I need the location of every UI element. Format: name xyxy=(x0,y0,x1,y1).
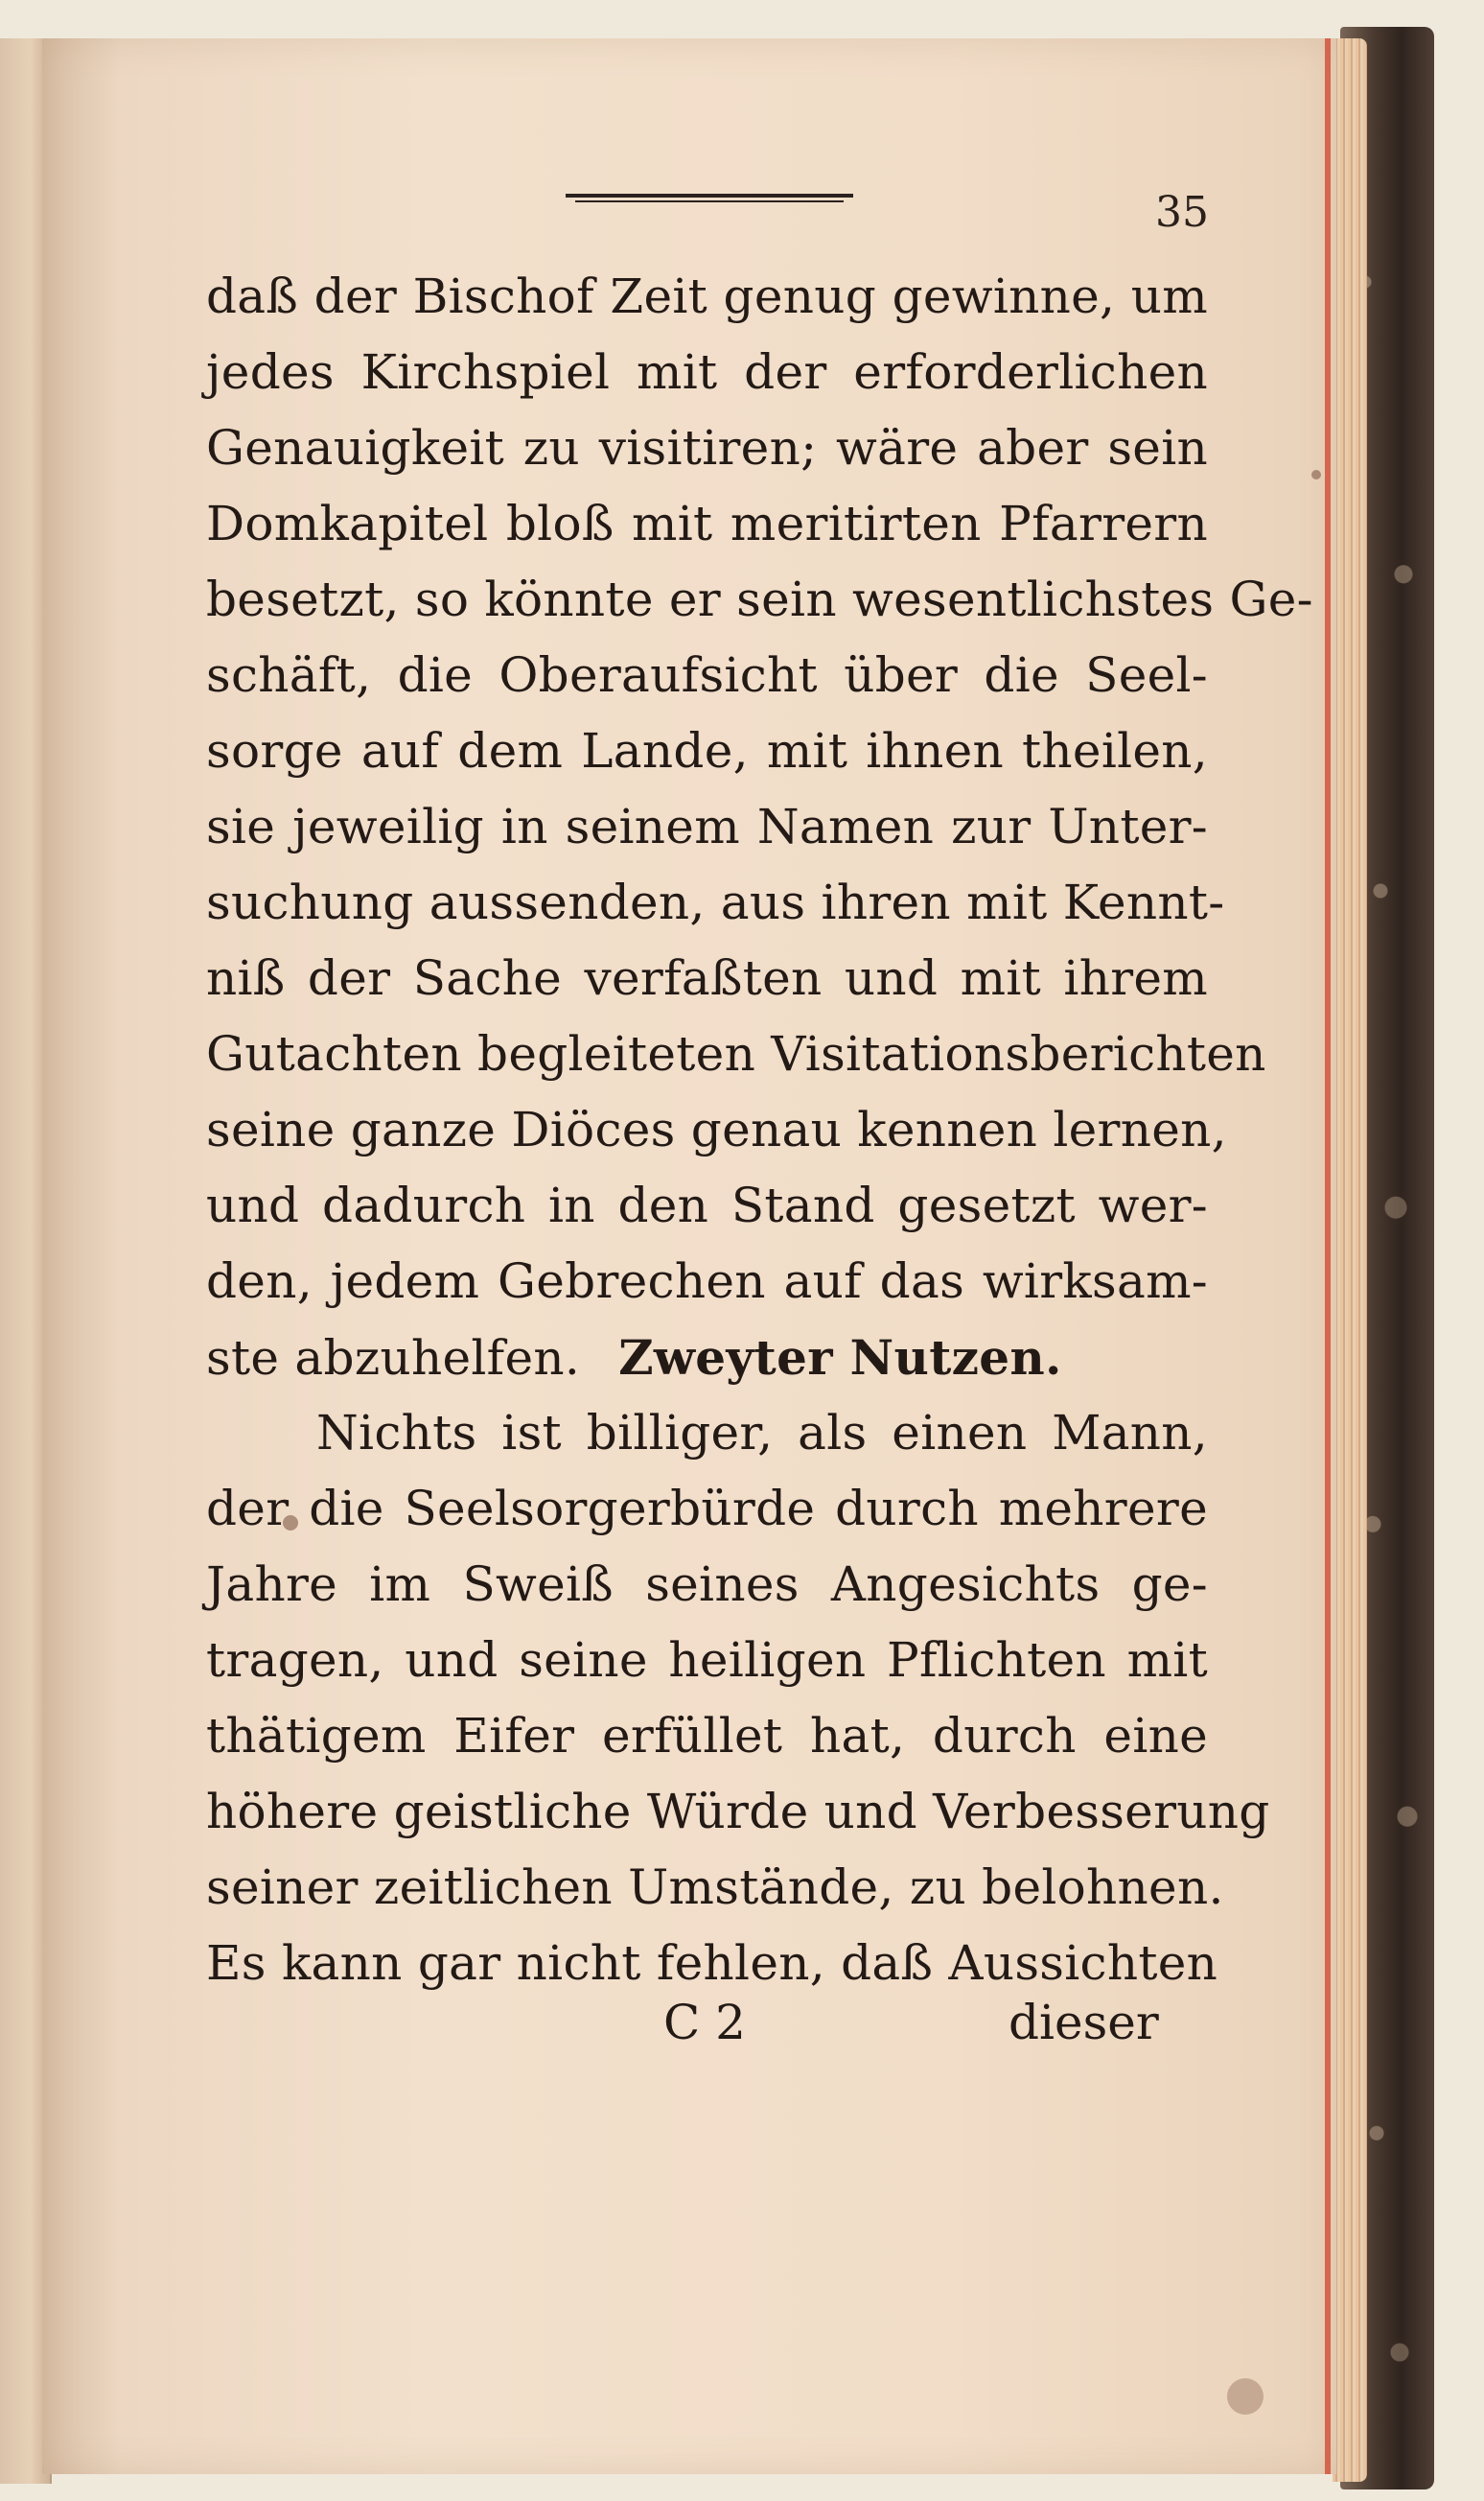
signature-mark: C 2 xyxy=(663,1995,746,2050)
text-line: seine ganze Diöces genau kennen lernen, xyxy=(206,1102,1227,1157)
header-rule xyxy=(566,194,853,203)
red-page-edge xyxy=(1325,38,1331,2474)
section-heading: Zweyter Nutzen. xyxy=(618,1329,1062,1386)
text-line: niß der Sache verfaßten und mit ihrem xyxy=(206,950,1208,1006)
text-line: tragen, und seine heiligen Pflichten mit xyxy=(206,1632,1208,1688)
catchword: dieser xyxy=(1009,1995,1159,2050)
text-line: sorge auf dem Lande, mit ihnen theilen, xyxy=(206,723,1208,779)
page-edges xyxy=(1333,38,1367,2482)
text-line: Genauigkeit zu visitiren; wäre aber sein xyxy=(206,420,1208,476)
text-line: Gutachten begleiteten Visitationsberichten xyxy=(206,1026,1266,1082)
paragraph-first-line: Nichts ist billiger, als einen Mann, xyxy=(316,1405,1208,1461)
text-line: schäft, die Oberaufsicht über die Seel- xyxy=(206,647,1208,703)
text-line: höhere geistliche Würde und Verbesserung xyxy=(206,1784,1270,1839)
ink-stain xyxy=(1227,2378,1264,2415)
text-line: sie jeweilig in seinem Namen zur Unter- xyxy=(206,799,1208,854)
ink-stain xyxy=(1311,470,1321,479)
text-line: ste abzuhelfen. xyxy=(206,1330,581,1386)
text-line: suchung aussenden, aus ihren mit Kennt- xyxy=(206,875,1225,930)
text-line: den, jedem Gebrechen auf das wirksam- xyxy=(206,1253,1208,1309)
text-line: thätigem Eifer erfüllet hat, durch eine xyxy=(206,1708,1208,1764)
body-text xyxy=(206,259,1313,2001)
page-footer xyxy=(0,1995,1484,2071)
text-line: Jahre im Sweiß seines Angesichts ge- xyxy=(206,1556,1208,1612)
text-line: Domkapitel bloß mit meritirten Pfarrern xyxy=(206,496,1208,551)
text-line: Es kann gar nicht fehlen, daß Aussichten xyxy=(206,1935,1218,1991)
text-line: jedes Kirchspiel mit der erforderlichen xyxy=(206,344,1208,400)
text-line: der die Seelsorgerbürde durch mehrere xyxy=(206,1481,1208,1536)
text-line: und dadurch in den Stand gesetzt wer- xyxy=(206,1178,1208,1233)
text-line: seiner zeitlichen Umstände, zu belohnen. xyxy=(206,1859,1224,1915)
text-line-with-heading xyxy=(206,1320,1208,1395)
text-line: daß der Bischof Zeit genug gewinne, um xyxy=(206,269,1208,324)
text-line: besetzt, so könnte er sein wesentlichstes Ge- xyxy=(206,572,1313,627)
page-number: 35 xyxy=(1155,188,1209,237)
